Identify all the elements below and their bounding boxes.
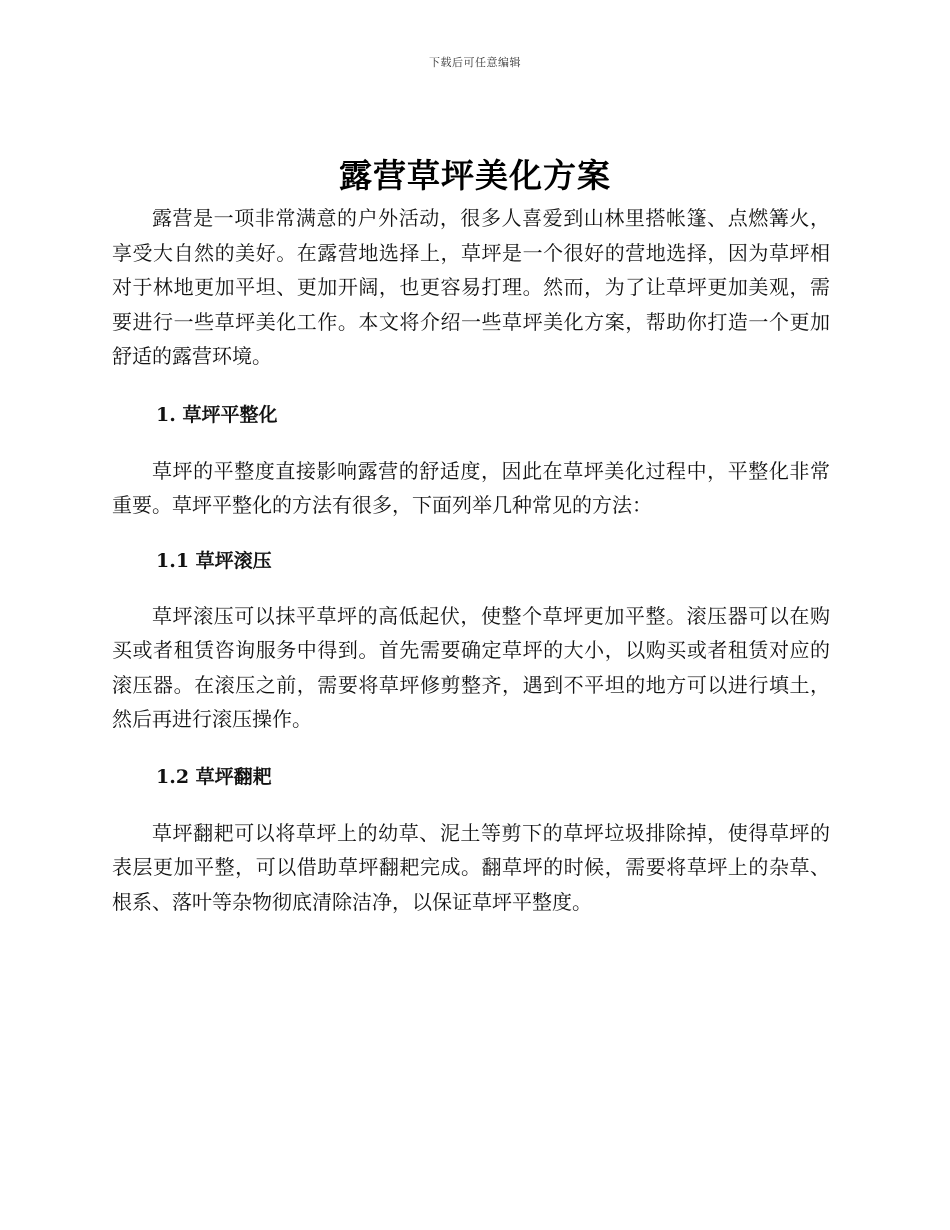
document-title: 露营草坪美化方案 [339,156,611,195]
page-header: 下载后可任意编辑 [429,56,521,69]
section-heading-lawn-rolling: 1.1 草坪滚压 [156,549,272,572]
section-paragraph-lawn-leveling: 草坪的平整度直接影响露营的舒适度，因此在草坪美化过程中，平整化非常重要。草坪平整化的方法有很多，下面列举几种常见的方法： [112,458,830,517]
section-paragraph-lawn-rolling: 草坪滚压可以抹平草坪的高低起伏，使整个草坪更加平整。滚压器可以在购买或者租赁咨询服务中得到。首先需要确定草坪的大小，以购买或者租赁对应的滚压器。在滚压之前，需要将草坪修剪整齐，遇到不平坦的地方可以进行填土，然后再进行滚压操作。 [112,603,830,731]
section-paragraph-lawn-raking: 草坪翻耙可以将草坪上的幼草、泥土等剪下的草坪垃圾排除掉，使得草坪的表层更加平整，可以借助草坪翻耙完成。翻草坪的时候，需要将草坪上的杂草、根系、落叶等杂物彻底清除洁净，以保证草坪平整度。 [112,820,830,914]
section-heading-lawn-raking: 1.2 草坪翻耙 [156,765,272,788]
intro-paragraph: 露营是一项非常满意的户外活动，很多人喜爱到山林里搭帐篷、点燃篝火，享受大自然的美好。在露营地选择上，草坪是一个很好的营地选择，因为草坪相对于林地更加平坦、更加开阔，也更容易打理。然而，为了让草坪更加美观，需要进行一些草坪美化工作。本文将介绍一些草坪美化方案，帮助你打造一个更加舒适的露营环境。 [112,206,830,368]
section-heading-lawn-leveling: 1. 草坪平整化 [156,403,278,426]
document-body [112,201,830,919]
